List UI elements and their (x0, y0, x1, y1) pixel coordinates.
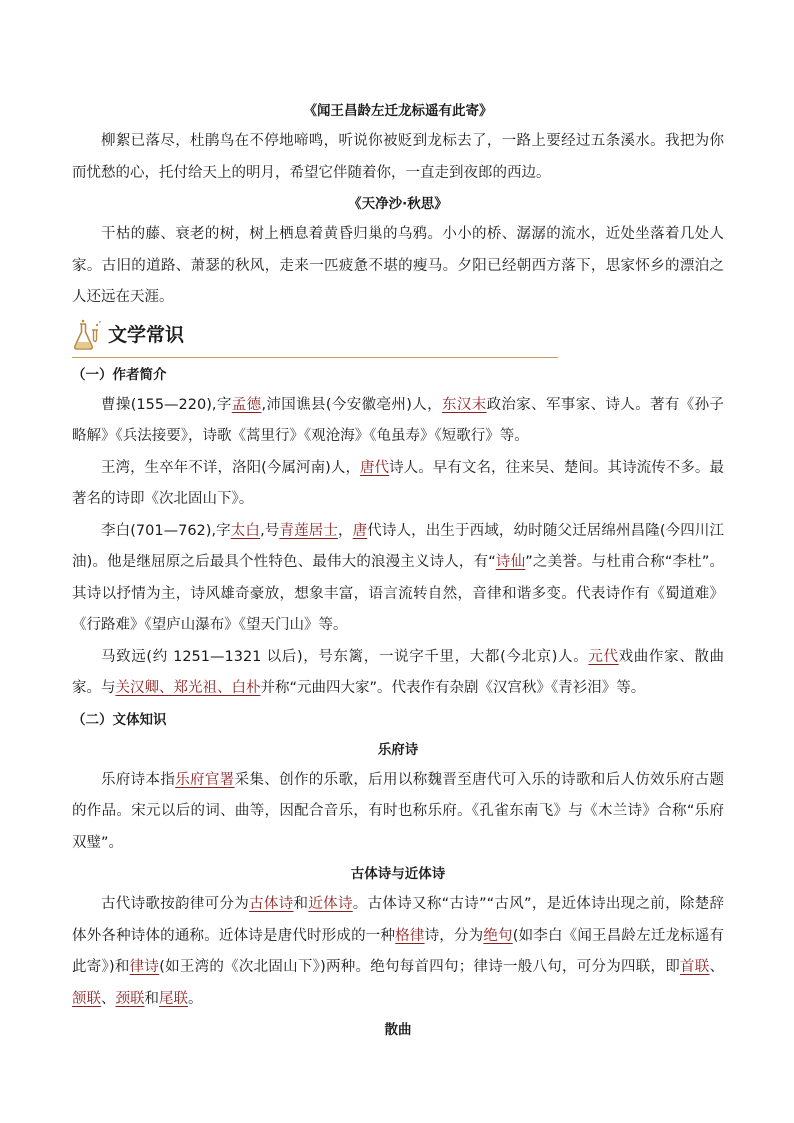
document-page (72, 96, 724, 1045)
poem1-translation: 柳絮已落尽，杜鹃鸟在不停地啼鸣，听说你被贬到龙标去了，一路上要经过五条溪水。我把为你而忧愁的心，托付给天上的明月，希望它伴随着你，一直走到夜郎的西边。 (72, 133, 724, 181)
yuefu-title: 乐府诗 (377, 741, 419, 758)
authors-heading: （一）作者简介 (72, 366, 167, 383)
author-mazhiyuan: 马致远(约 1251—1321 以后)，号东篱，一说字千里，大都(今北京)人。元代戏曲作家、散曲家。与关汉卿、郑光祖、白朴并称“元曲四大家”。代表作有杂剧《汉宫秋》《青衫泪》等。 (72, 648, 724, 696)
poem2-title: 《天净沙·秋思》 (348, 196, 448, 212)
section-divider (72, 357, 558, 358)
poem2-translation: 干枯的藤、衰老的树，树上栖息着黄昏归巢的乌鸦。小小的桥、潺潺的流水，近处坐落着几处人家。古旧的道路、萧瑟的秋风，走来一匹疲惫不堪的瘦马。夕阳已经朝西方落下，思家怀乡的漂泊之人还远在天涯。 (72, 226, 724, 305)
author-caocao: 曹操(155—220),字孟德,沛国谯县(今安徽亳州)人，东汉末政治家、军事家、诗人。著有《孙子略解》《兵法接要》，诗歌《蒿里行》《观沧海》《龟虽寿》《短歌行》等。 (72, 396, 725, 444)
author-libai: 李白(701—762),字太白,号青莲居士，唐代诗人，出生于西域，幼时随父迁居绵州昌隆(今四川江油)。他是继屈原之后最具个性特色、最伟大的浪漫主义诗人，有“诗仙”之美誉。与杜甫合称“李杜”。其诗以抒情为主，诗风雄奇豪放，想象丰富，语言流转自然，音律和谐多变。代表诗作有《蜀道难》《行路难》《望庐山瀑布》《望天门山》等。 (72, 522, 725, 633)
gujin-text: 古代诗歌按韵律可分为古体诗和近体诗。古体诗又称“古诗”“古风”，是近体诗出现之前，除楚辞体外各种诗体的通称。近体诗是唐代时形成的一种格律诗，分为绝句(如李白《闻王昌龄左迁龙标遥有此寄》)和律诗(如王湾的《次北固山下》)两种。绝句每首四句；律诗一般八句，可分为四联，即首联、颔联、颈联和尾联。 (72, 896, 725, 1007)
author-wangwan: 王湾，生卒年不详，洛阳(今属河南)人，唐代诗人。早有文名，往来吴、楚间。其诗流传不多。最著名的诗即《次北固山下》。 (72, 459, 724, 507)
yuefu-text: 乐府诗本指乐府官署采集、创作的乐歌，后用以称魏晋至唐代可入乐的诗歌和后人仿效乐府古题的作品。宋元以后的词、曲等，因配合音乐，有时也称乐府。《孔雀东南飞》与《木兰诗》合称“乐府双璧”。 (72, 771, 725, 851)
poem1-title: 《闻王昌龄左迁龙标遥有此寄》 (303, 103, 493, 119)
section-title: 文学常识 (108, 323, 185, 346)
sanqu-title: 散曲 (384, 1022, 412, 1038)
flask-icon (72, 318, 104, 352)
section-header (72, 316, 724, 360)
gujin-title: 古体诗与近体诗 (350, 866, 446, 882)
genre-heading: （二）文体知识 (72, 711, 167, 728)
